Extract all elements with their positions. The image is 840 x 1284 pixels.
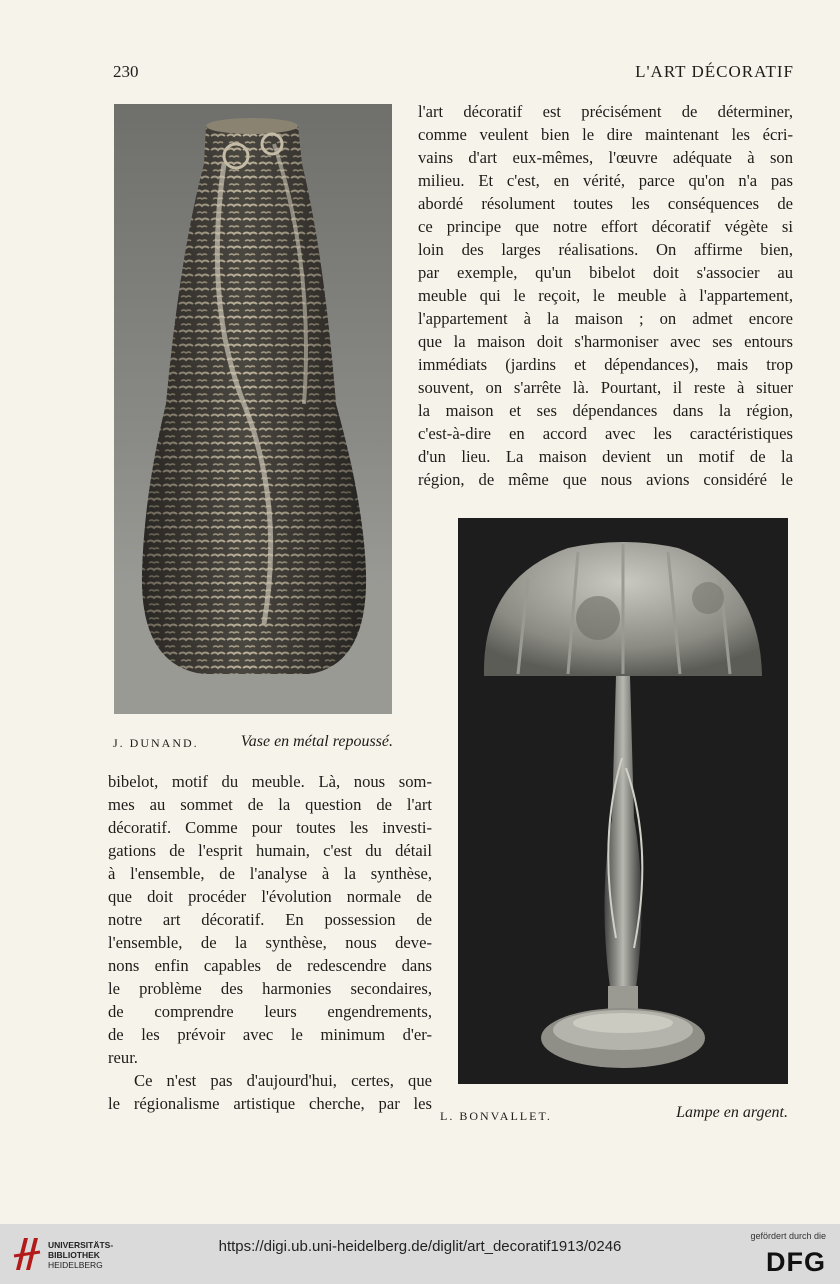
text-line: que doit procéder l'évolution normale de bbox=[108, 887, 432, 906]
source-url-link[interactable]: https://digi.ub.uni-heidelberg.de/diglit/art_decoratif1913/0246 bbox=[218, 1238, 622, 1255]
text-line: décoratif. Comme pour toutes les investi- bbox=[108, 818, 432, 837]
vase-caption-title: Vase en métal repoussé. bbox=[240, 733, 393, 750]
text-line: d'un lieu. La maison devient un motif de la bbox=[418, 447, 793, 466]
text-line: ce principe que notre effort décoratif végète si bbox=[418, 217, 793, 236]
text-line: l'ensemble, de la synthèse, nous deve- bbox=[108, 933, 432, 952]
text-line: c'est-à-dire en accord avec les caractéristiques bbox=[418, 424, 793, 443]
text-line: région, de même que nous avions considéré le bbox=[418, 470, 793, 489]
lamp-caption bbox=[440, 1104, 788, 1128]
text-line: le problème des harmonies secondaires, bbox=[108, 979, 432, 998]
text-line: mes au sommet de la question de l'art bbox=[108, 795, 432, 814]
text-line: comme veulent bien le dire maintenant les écri- bbox=[418, 125, 793, 144]
text-column-right bbox=[418, 100, 793, 491]
vase-caption-author: J. DUNAND. bbox=[113, 736, 199, 750]
text-line: gations de l'esprit humain, c'est du détail bbox=[108, 841, 432, 860]
text-line: que la maison doit s'harmoniser avec ses entours bbox=[418, 332, 793, 351]
vase-caption bbox=[113, 733, 393, 755]
library-name-line2: BIBLIOTHEK bbox=[48, 1250, 100, 1260]
text-line: à l'ensemble, de l'analyse à la synthèse, bbox=[108, 864, 432, 883]
text-line: immédiats (jardins et dépendances), mais trop bbox=[418, 355, 793, 374]
text-line: notre art décoratif. En possession de bbox=[108, 910, 432, 929]
text-column-left bbox=[108, 770, 432, 1115]
text-line: le régionalisme artistique cherche, par les bbox=[108, 1094, 432, 1113]
text-line: la maison et ses dépendances dans la région, bbox=[418, 401, 793, 420]
text-line: vains d'art eux-mêmes, l'œuvre adéquate à son bbox=[418, 148, 793, 167]
text-line: meuble qui le reçoit, le meuble à l'appartement, bbox=[418, 286, 793, 305]
library-name-line1: UNIVERSITÄTS- bbox=[48, 1240, 114, 1250]
text-line: reur. bbox=[108, 1048, 138, 1067]
text-line: abordé résolument toutes les conséquences de bbox=[418, 194, 793, 213]
vase-photograph bbox=[114, 104, 392, 714]
text-line: de les prévoir avec le minimum d'er- bbox=[108, 1025, 432, 1044]
page-number: 230 bbox=[113, 62, 139, 81]
text-line: l'appartement à la maison ; on admet encore bbox=[418, 309, 793, 328]
text-line: milieu. Et c'est, en vérité, parce qu'on n'a pas bbox=[418, 171, 793, 190]
text-line: de comprendre leurs engendrements, bbox=[108, 1002, 432, 1021]
text-line: nons enfin capables de redescendre dans bbox=[108, 956, 432, 975]
text-line: par exemple, qu'un bibelot doit s'associer au bbox=[418, 263, 793, 282]
lamp-caption-title: Lampe en argent. bbox=[676, 1104, 788, 1121]
library-name-line3: HEIDELBERG bbox=[48, 1260, 103, 1270]
text-line: bibelot, motif du meuble. Là, nous som- bbox=[108, 772, 432, 791]
lamp-photograph bbox=[458, 518, 788, 1084]
dfg-logo: DFG bbox=[766, 1247, 826, 1277]
funded-by-label: gefördert durch die bbox=[750, 1231, 826, 1241]
text-line: loin des larges réalisations. On affirme bien, bbox=[418, 240, 793, 259]
text-line: souvent, on s'arrête là. Pourtant, il reste à situer bbox=[418, 378, 793, 397]
text-line: Ce n'est pas d'aujourd'hui, certes, que bbox=[134, 1071, 432, 1090]
text-line: l'art décoratif est précisément de déterminer, bbox=[418, 102, 793, 121]
lamp-caption-author: L. BONVALLET. bbox=[440, 1109, 552, 1123]
running-title: L'ART DÉCORATIF bbox=[635, 62, 794, 81]
